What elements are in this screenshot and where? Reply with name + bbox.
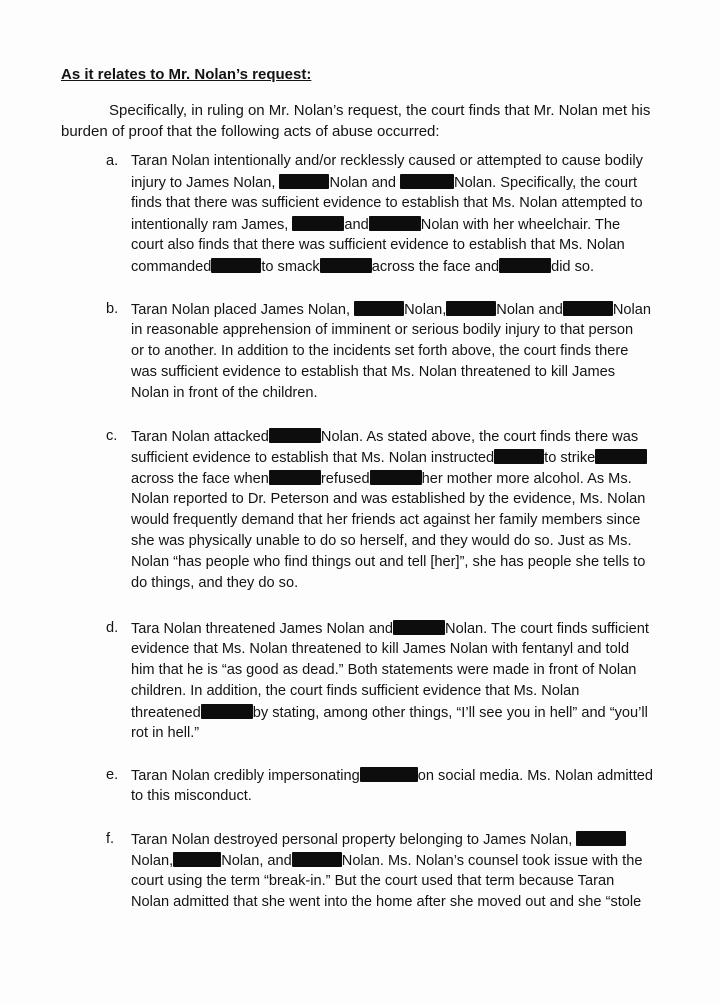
redaction-bar	[370, 470, 422, 485]
text-line: she was physically unable to do so herself, and they would do so. Just as Ms.	[131, 533, 632, 549]
redaction-bar	[292, 216, 344, 231]
text-line: threatened by stating, among other things, “I’ll see you in hell” and “you’ll	[131, 705, 648, 721]
redaction-bar	[369, 216, 421, 231]
item-marker: f.	[106, 831, 115, 847]
item-marker: e.	[106, 767, 119, 783]
text-line: Nolan “has people who find things out and tell [her]”, she has people she tells to	[131, 554, 646, 570]
redaction-bar	[173, 852, 221, 867]
redaction-bar	[279, 174, 329, 189]
text-line: injury to James Nolan, Nolan and Nolan. Specifically, the court	[131, 175, 638, 191]
intro-paragraph: Specifically, in ruling on Mr. Nolan’s request, the court finds that Mr. Nolan met his burden of proof that the following acts of abuse occurred:	[61, 102, 651, 140]
redaction-bar	[595, 449, 647, 464]
redaction-bar	[393, 620, 445, 635]
redaction-bar	[269, 470, 321, 485]
redaction-bar	[211, 258, 261, 273]
text-line: Taran Nolan placed James Nolan, Nolan, Nolan and Nolan	[131, 302, 651, 318]
text-line: court also finds that there was sufficient evidence to establish that Ms. Nolan	[131, 237, 625, 253]
redaction-bar	[269, 428, 321, 443]
text-line: Nolan, Nolan, and Nolan. Ms. Nolan’s counsel took issue with the	[131, 853, 643, 869]
text-line: Taran Nolan attacked Nolan. As stated above, the court finds there was	[131, 429, 639, 445]
text-line: in reasonable apprehension of imminent or serious bodily injury to that person	[131, 322, 634, 338]
text-line: Taran Nolan destroyed personal property belonging to James Nolan,	[131, 831, 626, 848]
redaction-bar	[320, 258, 372, 273]
text-line: was sufficient evidence to establish that Ms. Nolan threatened to kill James	[131, 364, 616, 380]
text-line: court using the term “break-in.” But the court used that term because Taran	[131, 873, 615, 889]
text-line: or to another. In addition to the incidents set forth above, the court finds there	[131, 343, 629, 359]
redaction-bar	[576, 831, 626, 846]
text-line: Tara Nolan threatened James Nolan and Nolan. The court finds sufficient	[131, 621, 649, 637]
text-line: to this misconduct.	[131, 788, 252, 804]
redaction-bar	[446, 301, 496, 316]
redaction-bar	[400, 174, 454, 189]
redaction-bar	[360, 767, 418, 782]
text-line: do things, and they do so.	[131, 575, 299, 591]
text-line: sufficient evidence to establish that Ms. Nolan instructed to strike	[131, 449, 647, 466]
redaction-bar	[563, 301, 613, 316]
redaction-bar	[494, 449, 544, 464]
item-marker: b.	[106, 301, 119, 317]
redaction-bar	[354, 301, 404, 316]
text-line: commanded to smack across the face and did so.	[131, 259, 595, 275]
text-line: him that he is “as good as dead.” Both statements were made in front of Nolan	[131, 662, 637, 678]
item-marker: d.	[106, 620, 119, 636]
item-marker: c.	[106, 428, 118, 444]
text-line: evidence that Ms. Nolan threatened to kill James Nolan with fentanyl and told	[131, 641, 630, 657]
text-line: intentionally ram James, and Nolan with her wheelchair. The	[131, 217, 621, 233]
text-line: rot in hell.”	[131, 725, 200, 741]
text-line: Nolan admitted that she went into the home after she moved out and she “stole	[131, 894, 642, 910]
text-line: Nolan reported to Dr. Peterson and was established by the evidence, Ms. Nolan	[131, 491, 646, 507]
redaction-bar	[201, 704, 253, 719]
text-line: children. In addition, the court finds sufficient evidence that Ms. Nolan	[131, 683, 580, 699]
text-line: Taran Nolan credibly impersonating on social media. Ms. Nolan admitted	[131, 768, 653, 784]
text-line: Nolan in front of the children.	[131, 385, 318, 401]
section-heading: As it relates to Mr. Nolan’s request:	[61, 66, 312, 83]
text-line: across the face when refused her mother more alcohol. As Ms.	[131, 471, 632, 487]
redaction-bar	[292, 852, 342, 867]
text-line: finds that there was sufficient evidence to establish that Ms. Nolan attempted to	[131, 195, 643, 211]
text-line: Taran Nolan intentionally and/or recklessly caused or attempted to cause bodily	[131, 153, 643, 169]
text-line: would frequently demand that her friends act against her family members since	[131, 512, 641, 528]
item-marker: a.	[106, 153, 119, 169]
redaction-bar	[499, 258, 551, 273]
